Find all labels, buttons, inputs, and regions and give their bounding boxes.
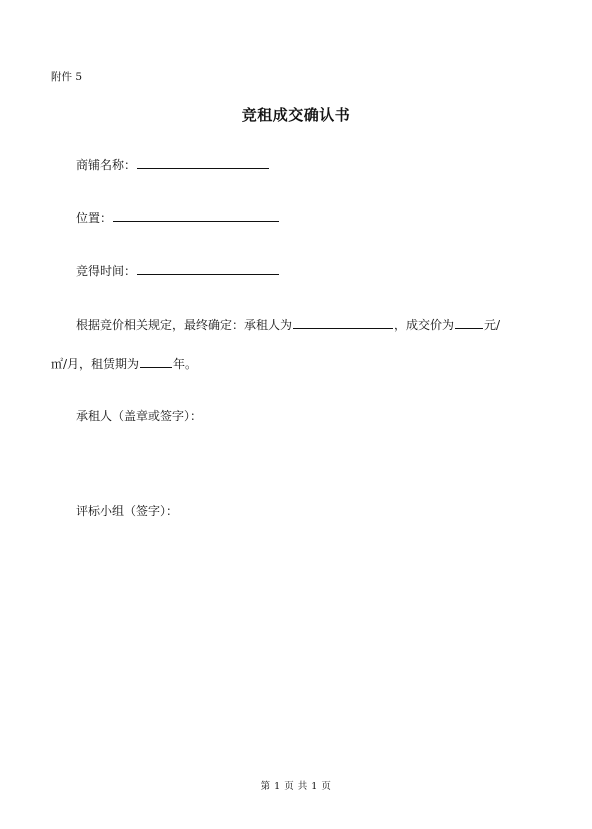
bid-time-blank [137, 262, 279, 275]
price-blank [455, 316, 483, 329]
lease-term-blank [140, 355, 172, 368]
shop-name-blank [137, 156, 269, 169]
bid-time-label: 竞得时间： [76, 264, 137, 278]
statement-line-1 [76, 316, 500, 333]
statement-part2: ，成交价为 [394, 318, 455, 332]
location-row [76, 209, 280, 226]
statement-part5: 年。 [173, 357, 198, 371]
bid-time-row [76, 262, 280, 279]
statement-part1: 根据竞价相关规定，最终确定：承租人为 [76, 318, 293, 332]
lessee-signature-label: 承租人（盖章或签字）： [76, 409, 203, 423]
statement-line-2 [51, 355, 197, 372]
attachment-label: 附件 5 [51, 71, 83, 83]
location-label: 位置： [76, 211, 113, 225]
statement-part3: 元/ [484, 318, 501, 332]
statement-part4: ㎡/月，租赁期为 [51, 357, 140, 371]
page-number: 第 1 页 共 1 页 [260, 781, 332, 792]
lessee-blank [293, 316, 393, 329]
location-blank [113, 209, 279, 222]
panel-signature-label: 评标小组（签字）： [76, 504, 179, 518]
shop-name-row [76, 156, 270, 173]
shop-name-label: 商铺名称： [76, 158, 137, 172]
document-title: 竞租成交确认书 [241, 106, 351, 124]
